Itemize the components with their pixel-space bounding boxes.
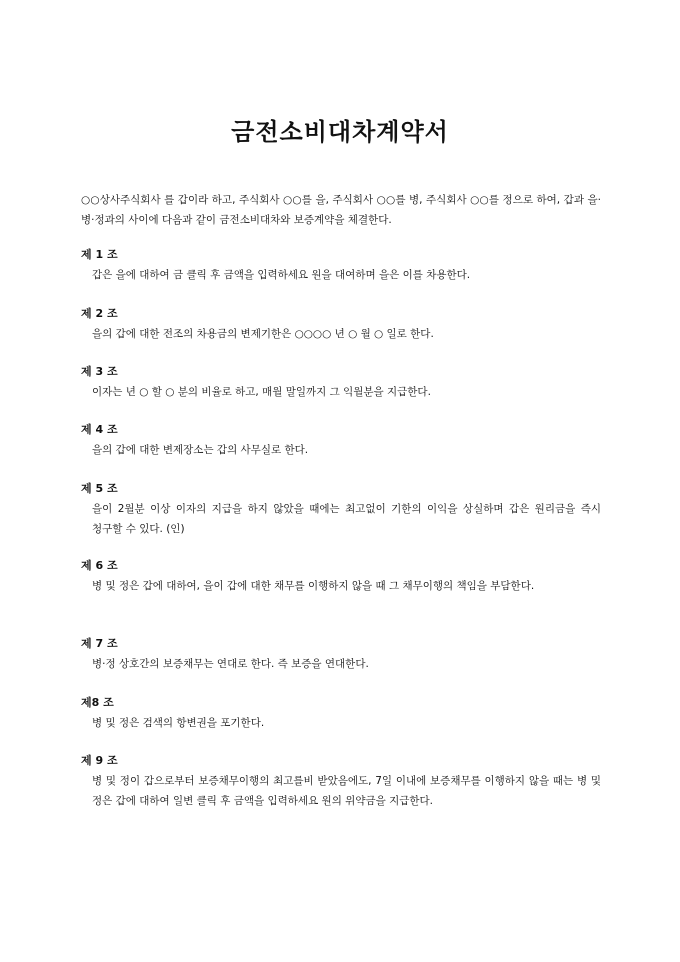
- article-8: [81, 694, 601, 733]
- article-5: [81, 480, 601, 539]
- article-heading: 제 4 조: [81, 423, 118, 436]
- article-body: 을이 2월분 이상 이자의 지급을 하지 않았을 때에는 최고없이 기한의 이익을 상실하며 갑은 원리금을 즉시 청구할 수 있다. (인): [92, 503, 601, 535]
- article-body: 병 및 정이 갑으로부터 보증채무이행의 최고를비 받았음에도, 7일 이내에 보증채무를 이행하지 않을 때는 병 및 정은 갑에 대하여 일변 클릭 후 금액을 입력하세요 원의 위약금을 지급한다.: [92, 775, 601, 807]
- intro-paragraph: ○○상사주식회사 를 갑이라 하고, 주식회사 ○○를 을, 주식회사 ○○를 병, 주식회사 ○○를 정으로 하여, 갑과 을·병·정과의 사이에 다음과 같이 금전소비대차와 보증계약을 체결한다.: [81, 194, 601, 226]
- article-3: [81, 363, 601, 402]
- article-body: 갑은 을에 대하여 금 클릭 후 금액을 입력하세요 원을 대여하며 을은 이를 차용한다.: [92, 269, 471, 281]
- article-heading: 제 9 조: [81, 754, 118, 767]
- article-6: [81, 557, 601, 596]
- article-heading: 제 3 조: [81, 365, 118, 378]
- article-body: 병 및 정은 검색의 항변권을 포기한다.: [92, 717, 265, 729]
- article-body: 병 및 정은 갑에 대하여, 을이 갑에 대한 채무를 이행하지 않을 때 그 채무이행의 책임을 부담한다.: [92, 580, 535, 592]
- article-body: 이자는 년 ○ 할 ○ 분의 비율로 하고, 매월 말일까지 그 익월분을 지급한다.: [92, 386, 431, 398]
- article-heading: 제 7 조: [81, 637, 118, 650]
- article-heading: 제 1 조: [81, 248, 118, 261]
- document-title: 금전소비대차계약서: [231, 118, 449, 146]
- article-9: [81, 752, 601, 811]
- article-4: [81, 421, 601, 460]
- article-body: 병·정 상호간의 보증채무는 연대로 한다. 즉 보증을 연대한다.: [92, 658, 369, 670]
- article-heading: 제 5 조: [81, 482, 118, 495]
- article-7: [81, 635, 601, 674]
- article-heading: 제8 조: [81, 696, 114, 709]
- article-body: 을의 갑에 대한 전조의 차용금의 변제기한은 ○○○○ 년 ○ 월 ○ 일로 한다.: [92, 328, 434, 340]
- article-1: [81, 246, 601, 285]
- article-heading: 제 2 조: [81, 307, 118, 320]
- article-body: 을의 갑에 대한 변제장소는 갑의 사무실로 한다.: [92, 444, 309, 456]
- article-2: [81, 305, 601, 344]
- article-heading: 제 6 조: [81, 559, 118, 572]
